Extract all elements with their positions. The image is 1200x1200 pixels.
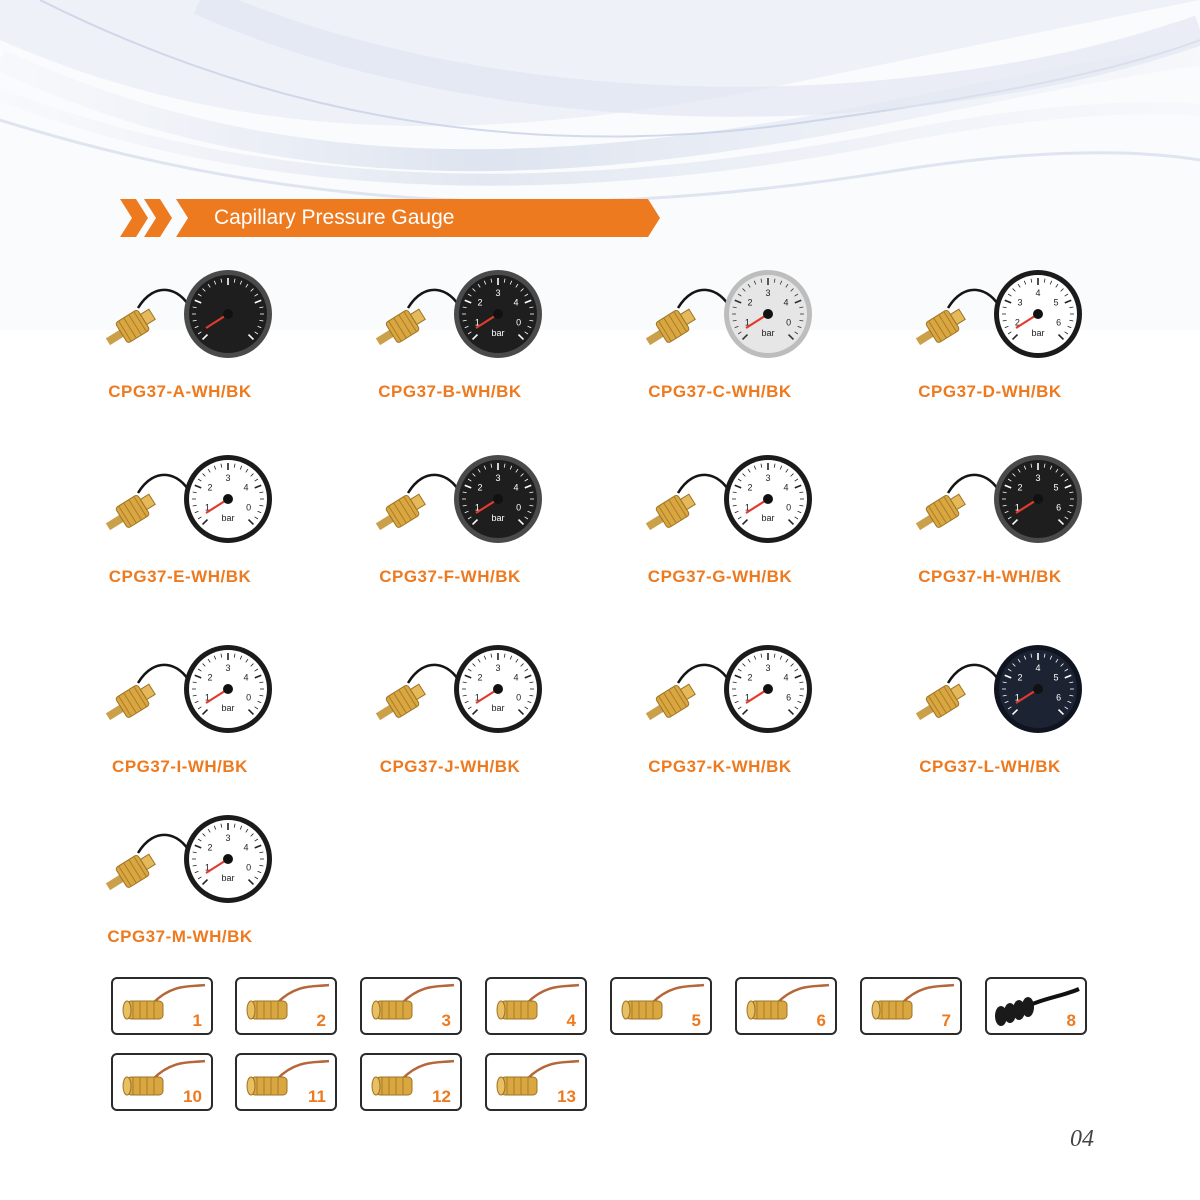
- dial-number: 2: [747, 482, 753, 493]
- dial-number: 4: [243, 482, 249, 493]
- dial-number: 0: [786, 502, 792, 513]
- dial-number: 2: [207, 672, 213, 683]
- product-label: CPG37-I-WH/BK: [112, 757, 248, 776]
- product-label: CPG37-E-WH/BK: [108, 567, 252, 586]
- fitting-number: 2: [316, 1011, 326, 1030]
- gauge-image: [600, 645, 840, 755]
- dial-unit: bar: [761, 513, 775, 523]
- dial-number: 1: [744, 692, 750, 703]
- capillary-tube: [408, 475, 460, 493]
- fitting-option: [485, 1053, 587, 1111]
- brass-fitting: [102, 304, 159, 352]
- dial-number: 5: [1053, 482, 1059, 493]
- fitting-option: [860, 977, 962, 1035]
- product-card: [60, 455, 300, 605]
- gauge-image: [60, 645, 300, 755]
- dial-number: 4: [243, 842, 249, 853]
- dial-unit: bar: [491, 328, 505, 338]
- fitting-option: [985, 977, 1087, 1035]
- gauge-image: [870, 455, 1110, 565]
- fitting-number: 5: [691, 1011, 701, 1030]
- dial-number: 5: [1053, 672, 1059, 683]
- dial-number: 3: [765, 288, 771, 298]
- dial-number: 4: [513, 482, 519, 493]
- dial-number: 4: [243, 672, 249, 683]
- dial-number: 3: [495, 663, 501, 673]
- dial-number: 1: [744, 502, 750, 513]
- product-label: CPG37-L-WH/BK: [919, 757, 1061, 776]
- dial-number: 3: [765, 473, 771, 483]
- product-card: [870, 455, 1110, 605]
- dial-number: 6: [786, 692, 792, 703]
- product-label: CPG37-B-WH/BK: [378, 382, 522, 401]
- dial-number: 5: [1053, 297, 1059, 308]
- product-card: [870, 270, 1110, 420]
- dial-number: 4: [513, 297, 519, 308]
- dial-number: 6: [1056, 502, 1062, 513]
- dial-number: 1: [474, 502, 480, 513]
- dial-number: 1: [474, 692, 480, 703]
- product-card: [330, 645, 570, 795]
- product-card: [600, 645, 840, 795]
- fitting-number: 3: [441, 1011, 451, 1030]
- fitting-option: [360, 977, 462, 1035]
- brass-fitting: [642, 489, 699, 537]
- dial-number: 2: [1017, 672, 1023, 683]
- dial-number: 2: [477, 482, 483, 493]
- dial-number: 0: [786, 317, 792, 328]
- fitting-number: 8: [1066, 1011, 1076, 1030]
- fitting-number: 6: [816, 1011, 826, 1030]
- dial-number: 3: [1035, 473, 1041, 483]
- dial-number: 3: [225, 663, 231, 673]
- dial-number: 3: [1017, 297, 1023, 308]
- fitting-option: [235, 1053, 337, 1111]
- product-card: [60, 270, 300, 420]
- capillary-tube: [408, 290, 460, 308]
- dial-number: 1: [204, 502, 210, 513]
- dial-number: 3: [495, 473, 501, 483]
- fitting-number: 1: [192, 1011, 202, 1030]
- page-number: 04: [1070, 1126, 1094, 1152]
- product-card: [600, 455, 840, 605]
- brass-fitting: [642, 304, 699, 352]
- fitting-option: [735, 977, 837, 1035]
- product-card: [600, 270, 840, 420]
- dial-number: 1: [204, 862, 210, 873]
- dial-number: 0: [246, 692, 252, 703]
- dial-number: 2: [207, 482, 213, 493]
- dial-unit: bar: [761, 328, 775, 338]
- capillary-tube: [408, 665, 460, 683]
- gauge-image: [330, 645, 570, 755]
- brass-fitting: [372, 304, 429, 352]
- product-label: CPG37-D-WH/BK: [918, 382, 1062, 401]
- brass-fitting: [912, 679, 969, 727]
- dial-unit: bar: [491, 513, 505, 523]
- dial-number: 4: [513, 672, 519, 683]
- capillary-tube: [678, 665, 730, 683]
- gauge-image: [60, 815, 300, 925]
- fitting-option: [360, 1053, 462, 1111]
- product-card: [870, 645, 1110, 795]
- brass-fitting: [912, 489, 969, 537]
- brass-fitting: [102, 679, 159, 727]
- capillary-tube: [948, 665, 1000, 683]
- dial-number: 2: [747, 672, 753, 683]
- gauge-image: [600, 455, 840, 565]
- gauge-image: [330, 455, 570, 565]
- gauge-image: [60, 455, 300, 565]
- dial-number: 3: [225, 833, 231, 843]
- product-label: CPG37-F-WH/BK: [379, 567, 521, 586]
- gauge-image: [870, 645, 1110, 755]
- fitting-number: 12: [432, 1087, 451, 1106]
- dial-number: 1: [1014, 502, 1020, 513]
- gauge-image: [870, 270, 1110, 380]
- dial-unit: bar: [221, 873, 235, 883]
- product-card: [330, 455, 570, 605]
- product-label: CPG37-H-WH/BK: [918, 567, 1062, 586]
- brass-fitting: [372, 489, 429, 537]
- dial-number: 1: [744, 317, 750, 328]
- dial-number: 3: [765, 663, 771, 673]
- product-label: CPG37-J-WH/BK: [379, 757, 521, 776]
- dial-number: 2: [747, 297, 753, 308]
- dial-number: 0: [516, 502, 522, 513]
- fitting-number: 13: [557, 1087, 576, 1106]
- dial-number: 2: [207, 842, 213, 853]
- dial-number: 2: [1014, 317, 1020, 328]
- dial-unit: bar: [491, 703, 505, 713]
- capillary-tube: [138, 835, 190, 853]
- dial-number: 1: [1014, 692, 1020, 703]
- product-label: CPG37-A-WH/BK: [108, 382, 252, 401]
- dial-number: 3: [495, 288, 501, 298]
- fitting-option: [235, 977, 337, 1035]
- capillary-tube: [138, 475, 190, 493]
- capillary-tube: [948, 475, 1000, 493]
- brass-fitting: [102, 849, 159, 897]
- fitting-option: [111, 1053, 213, 1111]
- dial-number: 4: [1035, 663, 1041, 673]
- dial-number: 2: [477, 297, 483, 308]
- dial-number: 0: [246, 862, 252, 873]
- product-card: [60, 645, 300, 795]
- product-label: CPG37-M-WH/BK: [107, 927, 253, 946]
- gauge-image: [600, 270, 840, 380]
- dial-number: 6: [1056, 692, 1062, 703]
- product-label: CPG37-C-WH/BK: [648, 382, 792, 401]
- dial-number: 6: [1056, 317, 1062, 328]
- dial-number: 0: [516, 317, 522, 328]
- capillary-tube: [948, 290, 1000, 308]
- dial-number: 4: [783, 297, 789, 308]
- dial-number: 2: [477, 672, 483, 683]
- fitting-option: [485, 977, 587, 1035]
- brass-fitting: [642, 679, 699, 727]
- dial-number: 4: [783, 672, 789, 683]
- gauge-image: [60, 270, 300, 380]
- capillary-tube: [138, 665, 190, 683]
- dial-number: 1: [204, 692, 210, 703]
- fitting-number: 11: [308, 1087, 326, 1106]
- fitting-number: 10: [183, 1087, 202, 1106]
- capillary-tube: [138, 290, 190, 308]
- dial-number: 4: [783, 482, 789, 493]
- fitting-number: 7: [941, 1011, 951, 1030]
- dial-number: 0: [516, 692, 522, 703]
- dial-unit: bar: [221, 513, 235, 523]
- section-title: Capillary Pressure Gauge: [214, 206, 455, 229]
- product-label: CPG37-G-WH/BK: [647, 567, 793, 586]
- brass-fitting: [912, 304, 969, 352]
- product-card: [330, 270, 570, 420]
- brass-fitting: [102, 489, 159, 537]
- capillary-tube: [678, 475, 730, 493]
- dial-unit: bar: [221, 703, 235, 713]
- dial-unit: bar: [1031, 328, 1045, 338]
- fitting-option: [610, 977, 712, 1035]
- dial-number: 3: [225, 473, 231, 483]
- dial-number: 4: [1035, 288, 1041, 298]
- dial-number: 2: [1017, 482, 1023, 493]
- capillary-tube: [678, 290, 730, 308]
- brass-fitting: [372, 679, 429, 727]
- dial-number: 1: [474, 317, 480, 328]
- fitting-option: [111, 977, 213, 1035]
- product-label: CPG37-K-WH/BK: [648, 757, 792, 776]
- fitting-number: 4: [566, 1011, 576, 1030]
- product-card: [60, 815, 300, 965]
- gauge-image: [330, 270, 570, 380]
- dial-number: 0: [246, 502, 252, 513]
